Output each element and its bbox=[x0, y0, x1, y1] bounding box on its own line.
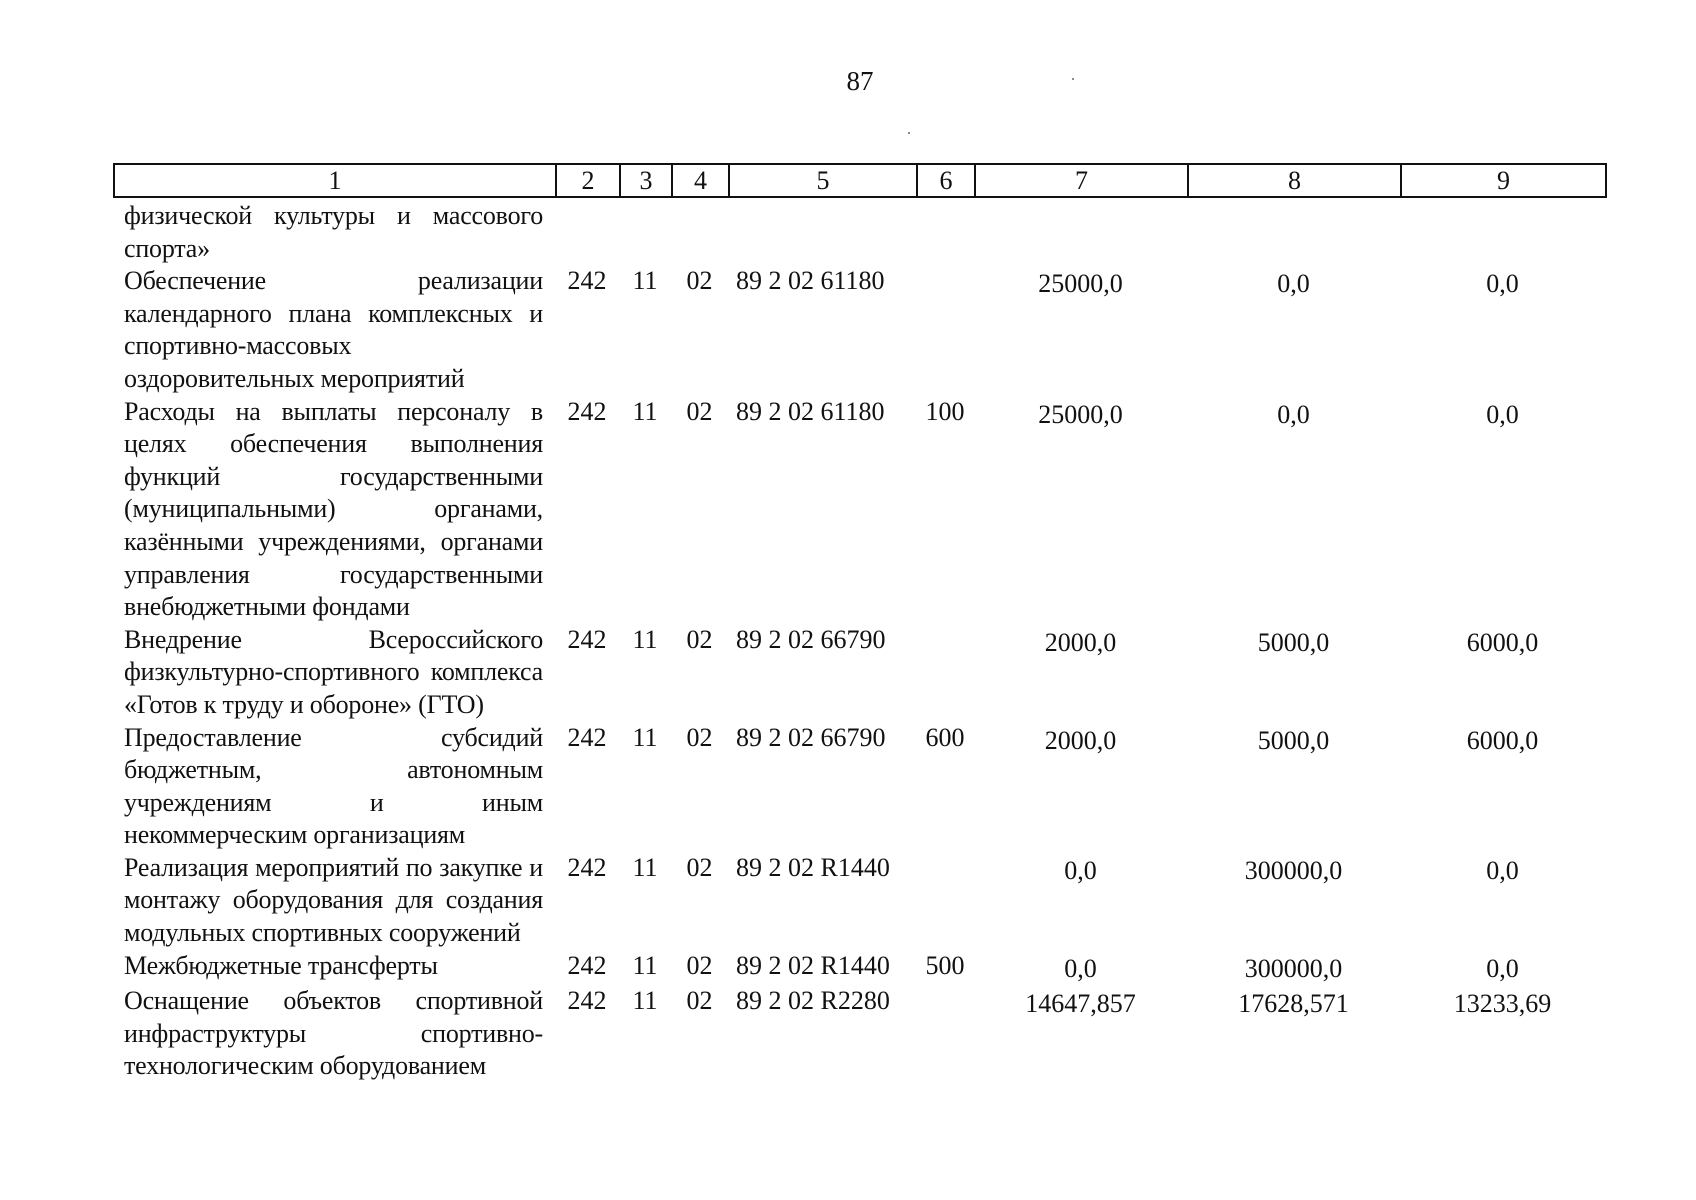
table-row bbox=[113, 985, 1605, 1083]
cell-c3: 11 bbox=[632, 722, 658, 752]
cell-c7: 25000,0 bbox=[1038, 269, 1123, 299]
cell-c4: 02 bbox=[686, 986, 713, 1016]
cell-c3: 11 bbox=[632, 852, 658, 882]
table-body bbox=[113, 200, 1605, 1083]
cell-c6: 500 bbox=[925, 950, 965, 980]
cell-c9 bbox=[1400, 200, 1605, 265]
cell-c3: 11 bbox=[632, 950, 658, 980]
header-cell-4: 4 bbox=[672, 164, 729, 197]
cell-c2 bbox=[555, 200, 619, 265]
row-description: Реализация мероприятий по закупке и монтажу оборудования для создания модульных спортивных сооружений bbox=[124, 852, 543, 948]
cell-c8: 5000,0 bbox=[1257, 725, 1330, 755]
cell-c7: 25000,0 bbox=[1038, 399, 1123, 429]
cell-c2: 242 bbox=[567, 950, 607, 980]
header-cell-3: 3 bbox=[620, 164, 672, 197]
table-row bbox=[113, 722, 1605, 852]
row-description: Оснащение объектов спортивной инфраструктуры спортивно-технологическим оборудованием bbox=[124, 986, 543, 1081]
cell-c6 bbox=[916, 852, 974, 950]
cell-c3: 11 bbox=[632, 624, 658, 654]
header-cell-6: 6 bbox=[917, 164, 975, 197]
cell-c8: 0,0 bbox=[1277, 399, 1310, 429]
cell-c8: 0,0 bbox=[1277, 269, 1310, 299]
cell-c7 bbox=[974, 200, 1187, 265]
table-row bbox=[113, 852, 1605, 950]
table-row bbox=[113, 624, 1605, 722]
cell-c4: 02 bbox=[686, 266, 713, 296]
column-number-header bbox=[113, 163, 1607, 198]
cell-c7: 2000,0 bbox=[1044, 725, 1117, 755]
cell-c8 bbox=[1187, 200, 1400, 265]
cell-c6: 600 bbox=[925, 722, 965, 752]
cell-c7: 0,0 bbox=[1064, 953, 1097, 983]
cell-c6 bbox=[916, 200, 974, 265]
scan-speck bbox=[1072, 78, 1074, 80]
cell-c9: 6000,0 bbox=[1466, 627, 1539, 657]
scan-speck bbox=[908, 132, 910, 134]
header-cell-1: 1 bbox=[114, 164, 556, 197]
cell-c6 bbox=[916, 624, 974, 722]
cell-c7: 14647,857 bbox=[1025, 989, 1136, 1019]
cell-c9: 6000,0 bbox=[1466, 725, 1539, 755]
cell-c4: 02 bbox=[686, 950, 713, 980]
budget-table bbox=[113, 200, 1605, 1083]
cell-c3: 11 bbox=[632, 396, 658, 426]
header-cell-7: 7 bbox=[975, 164, 1188, 197]
cell-c8: 17628,571 bbox=[1238, 989, 1349, 1019]
cell-c2: 242 bbox=[567, 722, 607, 752]
cell-c4 bbox=[671, 200, 728, 265]
cell-c4: 02 bbox=[686, 624, 713, 654]
cell-c9: 0,0 bbox=[1486, 269, 1519, 299]
cell-c9: 13233,69 bbox=[1453, 989, 1552, 1019]
cell-c4: 02 bbox=[686, 396, 713, 426]
cell-c5 bbox=[728, 200, 916, 265]
cell-c2: 242 bbox=[567, 852, 607, 882]
header-cell-2: 2 bbox=[556, 164, 620, 197]
cell-c5: 89 2 02 R2280 bbox=[736, 986, 890, 1016]
cell-c8: 300000,0 bbox=[1244, 855, 1343, 885]
cell-c8: 300000,0 bbox=[1244, 953, 1343, 983]
cell-c5: 89 2 02 66790 bbox=[736, 624, 886, 654]
cell-c2: 242 bbox=[567, 986, 607, 1016]
cell-c2: 242 bbox=[567, 624, 607, 654]
cell-c5: 89 2 02 66790 bbox=[736, 722, 886, 752]
page-number: 87 bbox=[846, 66, 874, 96]
row-description: Предоставление субсидий бюджетным, автономным учреждениям и иным некоммерческим организациям bbox=[124, 722, 543, 850]
cell-c8: 5000,0 bbox=[1257, 627, 1330, 657]
cell-c4: 02 bbox=[686, 722, 713, 752]
cell-c7: 0,0 bbox=[1064, 855, 1097, 885]
header-cell-8: 8 bbox=[1188, 164, 1401, 197]
row-description: Расходы на выплаты персоналу в целях обеспечения выполнения функций государственными (муниципальными) органами, казёнными учреждениями, органами управления государственными внебюджетными фондами bbox=[124, 396, 543, 622]
cell-c4: 02 bbox=[686, 852, 713, 882]
header-cell-5: 5 bbox=[729, 164, 917, 197]
table-row bbox=[113, 265, 1605, 395]
header-cell-9: 9 bbox=[1401, 164, 1606, 197]
cell-c9: 0,0 bbox=[1486, 855, 1519, 885]
cell-c3: 11 bbox=[632, 986, 658, 1016]
table-row bbox=[113, 950, 1605, 986]
cell-c2: 242 bbox=[567, 266, 607, 296]
cell-c5: 89 2 02 R1440 bbox=[736, 950, 890, 980]
table-row bbox=[113, 396, 1605, 624]
cell-c6 bbox=[916, 985, 974, 1083]
cell-c3: 11 bbox=[632, 266, 658, 296]
cell-c5: 89 2 02 R1440 bbox=[736, 852, 890, 882]
cell-c6 bbox=[916, 265, 974, 395]
cell-c6: 100 bbox=[925, 396, 965, 426]
row-description: Внедрение Всероссийского физкультурно-спортивного комплекса «Готов к труду и обороне» (ГТО) bbox=[124, 624, 543, 719]
table-row bbox=[113, 200, 1605, 265]
row-description: Межбюджетные трансферты bbox=[124, 950, 438, 980]
cell-c7: 2000,0 bbox=[1044, 627, 1117, 657]
row-description: физической культуры и массового спорта» bbox=[124, 201, 543, 263]
cell-c9: 0,0 bbox=[1486, 399, 1519, 429]
cell-c3 bbox=[619, 200, 671, 265]
cell-c5: 89 2 02 61180 bbox=[736, 396, 885, 426]
cell-c5: 89 2 02 61180 bbox=[736, 266, 885, 296]
row-description: Обеспечение реализации календарного плана комплексных и спортивно-массовых оздоровительных мероприятий bbox=[124, 266, 543, 393]
cell-c2: 242 bbox=[567, 396, 607, 426]
cell-c9: 0,0 bbox=[1486, 953, 1519, 983]
